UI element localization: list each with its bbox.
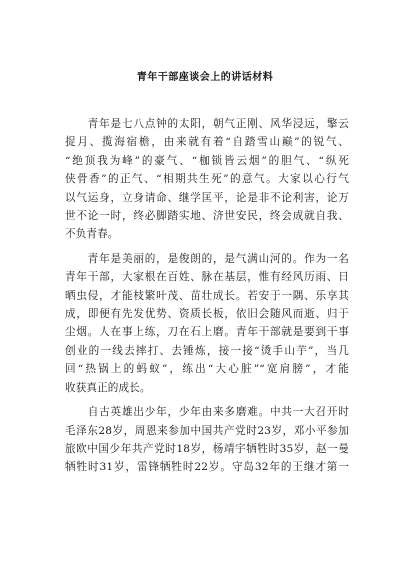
document-body bbox=[65, 115, 349, 483]
paragraph-line: 自古英雄出少年，少年由来多磨难。中共一大召开时 bbox=[65, 406, 349, 419]
paragraph-line: 青年是美丽的，是俊朗的，是气满山河的。作为一名 bbox=[65, 252, 349, 265]
paragraph-line: “绝顶我为峰”的豪气、“枷锁皆云烟”的胆气、“纵死 bbox=[65, 154, 349, 167]
document-title: 青年干部座谈会上的讲话材料 bbox=[136, 72, 274, 83]
paragraph-line: 旅欧中国少年共产党时18岁，杨靖宇牺牲时35岁，赵一曼 bbox=[65, 442, 349, 455]
paragraph-line: 收获真正的成长。 bbox=[65, 381, 151, 394]
paragraph-line: 晒虫侵，才能枝繁叶茂、苗壮成长。若安于一隅、乐享其 bbox=[65, 289, 349, 302]
paragraph-line: 青年干部，大家根在百姓、脉在基层，惟有经风历雨、日 bbox=[65, 271, 349, 284]
paragraph-2 bbox=[65, 250, 349, 397]
paragraph-line: 尘烟。人在事上练，刀在石上磨。青年干部就是要到干事 bbox=[65, 326, 349, 339]
paragraph-1 bbox=[65, 115, 349, 244]
paragraph-line: 青年是七八点钟的太阳，朝气正刚、风华浸远，擎云 bbox=[65, 118, 349, 130]
paragraph-line: 回“热锅上的蚂蚁”，练出“大心脏”“宽肩膀”，才能 bbox=[65, 363, 349, 376]
paragraph-line: 成，即便有先发优势、资质长板，依旧会随风而逝、归于 bbox=[65, 308, 349, 321]
paragraph-line: 以气运身，立身请命、继学匡平，论是非不论利害，论万 bbox=[65, 191, 349, 204]
paragraph-line: 侠骨香”的正气、“相期共生死”的意气。大家以心行气 bbox=[65, 173, 349, 186]
paragraph-line: 不负青春。 bbox=[65, 228, 119, 241]
paragraph-3 bbox=[65, 403, 349, 477]
paragraph-line: 捉月、揽海宿檐，由来就有着“自踏雪山巅”的锐气、 bbox=[65, 136, 349, 149]
paragraph-line: 毛泽东28岁，周恩来参加中国共产党时23岁，邓小平参加 bbox=[65, 424, 349, 437]
paragraph-line: 牺牲时31岁，雷锋牺牲时22岁。守岛32年的王继才第一 bbox=[65, 461, 349, 474]
paragraph-line: 世不论一时，终必脚踏实地、济世安民，终会成就自我、 bbox=[65, 210, 349, 223]
paragraph-line: 创业的一线去摔打、去锤炼，接一接“烫手山芋”，当几 bbox=[65, 344, 349, 357]
